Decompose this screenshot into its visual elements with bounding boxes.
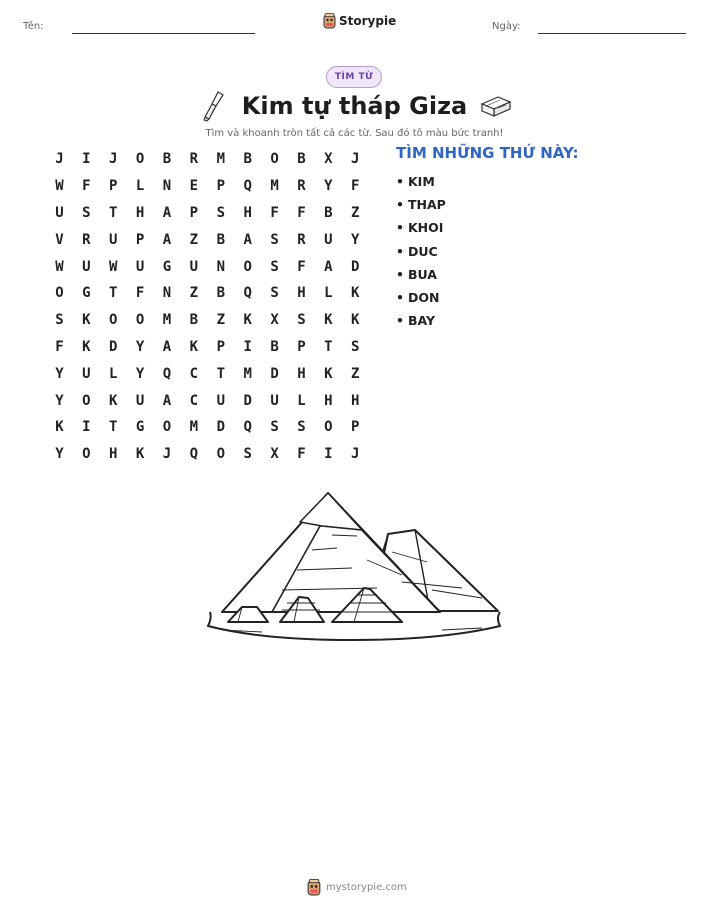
footer	[307, 879, 407, 896]
grid-cell[interactable]: Y	[135, 338, 145, 355]
grid-cell[interactable]: X	[324, 151, 333, 168]
grid-cell[interactable]: O	[324, 419, 333, 436]
grid-cell[interactable]: F	[135, 285, 145, 302]
grid-cell[interactable]: Y	[351, 231, 360, 248]
grid-cell[interactable]: K	[351, 312, 360, 329]
grid-cell[interactable]: Q	[243, 419, 252, 436]
grid-cell[interactable]: O	[82, 446, 91, 463]
grid-cell[interactable]: F	[351, 178, 360, 195]
grid-cell[interactable]: B	[189, 312, 199, 329]
grid-cell[interactable]: B	[324, 204, 333, 221]
grid-cell[interactable]: T	[109, 285, 118, 302]
grid-cell[interactable]: Z	[216, 312, 225, 329]
grid-row	[46, 200, 369, 227]
footer-url: mystorypie.com	[326, 882, 407, 893]
grid-cell[interactable]: S	[270, 231, 279, 248]
name-line	[72, 33, 255, 34]
grid-cell[interactable]: D	[270, 365, 279, 382]
grid-cell[interactable]: H	[297, 285, 306, 302]
grid-cell[interactable]: Q	[189, 446, 199, 463]
word-text: KHOI	[408, 220, 444, 236]
grid-cell[interactable]: U	[82, 258, 91, 275]
grid-cell[interactable]: O	[270, 151, 279, 168]
word-list-item	[396, 263, 446, 286]
grid-row	[46, 334, 369, 361]
grid-cell[interactable]: K	[243, 312, 252, 329]
grid-cell[interactable]: T	[324, 338, 333, 355]
word-list-item	[396, 240, 446, 263]
word-list-title: TÌM NHỮNG THỨ NÀY:	[396, 144, 579, 162]
pyramids-illustration	[202, 490, 507, 645]
grid-cell[interactable]: U	[270, 392, 279, 409]
grid-cell[interactable]: T	[216, 365, 225, 382]
grid-cell[interactable]: P	[297, 338, 306, 355]
grid-cell[interactable]: I	[82, 151, 91, 168]
grid-cell[interactable]: S	[82, 204, 91, 221]
grid-cell[interactable]: B	[162, 151, 172, 168]
grid-cell[interactable]: S	[351, 338, 360, 355]
word-list-item	[396, 216, 446, 239]
grid-row	[46, 280, 369, 307]
grid-cell[interactable]: A	[162, 231, 172, 248]
grid-cell[interactable]: Q	[162, 365, 172, 382]
grid-cell[interactable]: C	[189, 365, 199, 382]
grid-cell[interactable]: W	[109, 258, 118, 275]
word-list-item	[396, 309, 446, 332]
grid-row	[46, 414, 369, 441]
grid-cell[interactable]: D	[351, 258, 360, 275]
grid-cell[interactable]: O	[55, 285, 64, 302]
word-list-item	[396, 193, 446, 216]
grid-cell[interactable]: A	[162, 392, 172, 409]
brand-name: Storypie	[339, 14, 397, 28]
grid-cell[interactable]: H	[351, 392, 360, 409]
grid-row	[46, 146, 369, 173]
grid-cell[interactable]: O	[135, 312, 145, 329]
grid-cell[interactable]: B	[216, 285, 225, 302]
grid-cell[interactable]: S	[297, 419, 306, 436]
grid-cell[interactable]: T	[109, 419, 118, 436]
grid-cell[interactable]: U	[189, 258, 199, 275]
grid-row	[46, 387, 369, 414]
grid-cell[interactable]: U	[216, 392, 225, 409]
grid-cell[interactable]: M	[216, 151, 225, 168]
grid-cell[interactable]: R	[82, 231, 91, 248]
word-list	[396, 170, 446, 332]
word-text: KIM	[408, 174, 435, 190]
word-search-badge: TÌM TỪ	[326, 66, 382, 88]
instructions: Tìm và khoanh tròn tất cả các từ. Sau đó tô màu bức tranh!	[205, 128, 504, 139]
grid-cell[interactable]: B	[243, 151, 252, 168]
grid-cell[interactable]: G	[82, 285, 91, 302]
grid-cell[interactable]: O	[216, 446, 225, 463]
date-line	[538, 33, 686, 34]
grid-cell[interactable]: S	[243, 446, 252, 463]
word-text: DUC	[408, 243, 438, 259]
grid-cell[interactable]: U	[324, 231, 333, 248]
grid-cell[interactable]: M	[162, 312, 172, 329]
grid-cell[interactable]: S	[270, 258, 279, 275]
grid-cell[interactable]: K	[55, 419, 64, 436]
grid-cell[interactable]: P	[351, 419, 360, 436]
grid-cell[interactable]: I	[82, 419, 91, 436]
grid-cell[interactable]: G	[135, 419, 145, 436]
grid-cell[interactable]: J	[351, 151, 360, 168]
grid-cell[interactable]: P	[216, 178, 225, 195]
grid-cell[interactable]: F	[55, 338, 64, 355]
bullet-icon: •	[396, 290, 404, 306]
grid-cell[interactable]: K	[135, 446, 145, 463]
grid-cell[interactable]: K	[324, 365, 333, 382]
grid-cell[interactable]: Q	[243, 285, 252, 302]
grid-cell[interactable]: U	[135, 258, 145, 275]
grid-cell[interactable]: A	[162, 204, 172, 221]
bullet-icon: •	[396, 220, 404, 236]
grid-cell[interactable]: K	[82, 312, 91, 329]
word-search-grid[interactable]	[46, 146, 369, 468]
grid-cell[interactable]: O	[109, 312, 118, 329]
grid-cell[interactable]: H	[109, 446, 118, 463]
grid-cell[interactable]: B	[216, 231, 225, 248]
grid-cell[interactable]: I	[324, 446, 333, 463]
grid-row	[46, 253, 369, 280]
name-label: Tên:	[23, 21, 44, 32]
grid-cell[interactable]: F	[270, 204, 279, 221]
grid-cell[interactable]: R	[297, 178, 306, 195]
grid-cell[interactable]: C	[189, 392, 199, 409]
grid-cell[interactable]: D	[109, 338, 118, 355]
bullet-icon: •	[396, 197, 404, 213]
grid-cell[interactable]: K	[82, 338, 91, 355]
grid-cell[interactable]: X	[270, 312, 279, 329]
grid-row	[46, 226, 369, 253]
grid-row	[46, 360, 369, 387]
word-text: BUA	[408, 266, 437, 282]
grid-row	[46, 307, 369, 334]
grid-cell[interactable]: X	[270, 446, 279, 463]
grid-cell[interactable]: A	[162, 338, 172, 355]
grid-cell[interactable]: O	[243, 258, 252, 275]
grid-cell[interactable]: L	[135, 178, 145, 195]
grid-row	[46, 173, 369, 200]
grid-cell[interactable]: I	[243, 338, 252, 355]
grid-cell[interactable]: P	[189, 204, 199, 221]
grid-cell[interactable]: Z	[189, 231, 199, 248]
grid-cell[interactable]: K	[351, 285, 360, 302]
grid-cell[interactable]: U	[135, 392, 145, 409]
grid-cell[interactable]: O	[135, 151, 145, 168]
grid-cell[interactable]: Z	[189, 285, 199, 302]
grid-cell[interactable]: O	[162, 419, 172, 436]
grid-cell[interactable]: M	[189, 419, 199, 436]
grid-cell[interactable]: R	[189, 151, 199, 168]
grid-cell[interactable]: F	[297, 204, 306, 221]
word-text: BAY	[408, 313, 436, 329]
grid-cell[interactable]: B	[270, 338, 279, 355]
grid-cell[interactable]: R	[297, 231, 306, 248]
grid-cell[interactable]: O	[82, 392, 91, 409]
brand-logo	[323, 13, 396, 29]
grid-cell[interactable]: S	[270, 419, 279, 436]
grid-cell[interactable]: Y	[135, 365, 145, 382]
grid-cell[interactable]: D	[243, 392, 252, 409]
grid-cell[interactable]: Y	[324, 178, 333, 195]
grid-cell[interactable]: S	[297, 312, 306, 329]
grid-cell[interactable]: S	[55, 312, 64, 329]
grid-cell[interactable]: P	[216, 338, 225, 355]
grid-cell[interactable]: B	[297, 151, 306, 168]
grid-cell[interactable]: Q	[243, 178, 252, 195]
grid-cell[interactable]: G	[162, 258, 172, 275]
grid-cell[interactable]: N	[216, 258, 225, 275]
grid-cell[interactable]: P	[109, 178, 118, 195]
grid-cell[interactable]: Y	[55, 446, 64, 463]
grid-cell[interactable]: S	[216, 204, 225, 221]
grid-cell[interactable]: Z	[351, 204, 360, 221]
grid-cell[interactable]: F	[297, 446, 306, 463]
bullet-icon: •	[396, 174, 404, 190]
grid-cell[interactable]: J	[162, 446, 172, 463]
grid-cell[interactable]: Y	[55, 365, 64, 382]
bullet-icon: •	[396, 313, 404, 329]
grid-cell[interactable]: A	[324, 258, 333, 275]
grid-cell[interactable]: J	[351, 446, 360, 463]
grid-cell[interactable]: L	[297, 392, 306, 409]
grid-cell[interactable]: N	[162, 178, 172, 195]
date-label: Ngày:	[492, 21, 521, 32]
grid-cell[interactable]: J	[109, 151, 118, 168]
grid-cell[interactable]: H	[324, 392, 333, 409]
grid-cell[interactable]: Z	[351, 365, 360, 382]
grid-cell[interactable]: L	[109, 365, 118, 382]
grid-cell[interactable]: H	[135, 204, 145, 221]
word-list-item	[396, 286, 446, 309]
grid-cell[interactable]: N	[162, 285, 172, 302]
page-title: Kim tự tháp Giza	[241, 92, 468, 120]
grid-cell[interactable]: V	[55, 231, 64, 248]
grid-cell[interactable]: K	[109, 392, 118, 409]
grid-row	[46, 441, 369, 468]
grid-cell[interactable]: K	[189, 338, 199, 355]
grid-cell[interactable]: D	[216, 419, 225, 436]
grid-cell[interactable]: F	[297, 258, 306, 275]
grid-cell[interactable]: H	[297, 365, 306, 382]
grid-cell[interactable]: W	[55, 258, 64, 275]
grid-cell[interactable]: Y	[55, 392, 64, 409]
bullet-icon: •	[396, 266, 404, 282]
grid-cell[interactable]: T	[109, 204, 118, 221]
grid-cell[interactable]: P	[135, 231, 145, 248]
grid-cell[interactable]: E	[189, 178, 199, 195]
word-text: THAP	[408, 197, 446, 213]
word-text: DON	[408, 290, 440, 306]
word-list-item	[396, 170, 446, 193]
grid-cell[interactable]: J	[55, 151, 64, 168]
grid-cell[interactable]: M	[243, 365, 252, 382]
grid-cell[interactable]: F	[82, 178, 91, 195]
grid-cell[interactable]: U	[55, 204, 64, 221]
storypie-mascot-icon	[307, 879, 321, 896]
grid-cell[interactable]: S	[270, 285, 279, 302]
grid-cell[interactable]: H	[243, 204, 252, 221]
grid-cell[interactable]: L	[324, 285, 333, 302]
grid-cell[interactable]: K	[324, 312, 333, 329]
grid-cell[interactable]: U	[82, 365, 91, 382]
bullet-icon: •	[396, 243, 404, 259]
storypie-mascot-icon	[323, 13, 336, 29]
grid-cell[interactable]: U	[109, 231, 118, 248]
grid-cell[interactable]: A	[243, 231, 252, 248]
grid-cell[interactable]: W	[55, 178, 64, 195]
stone-block-icon	[480, 94, 512, 118]
grid-cell[interactable]: M	[270, 178, 279, 195]
